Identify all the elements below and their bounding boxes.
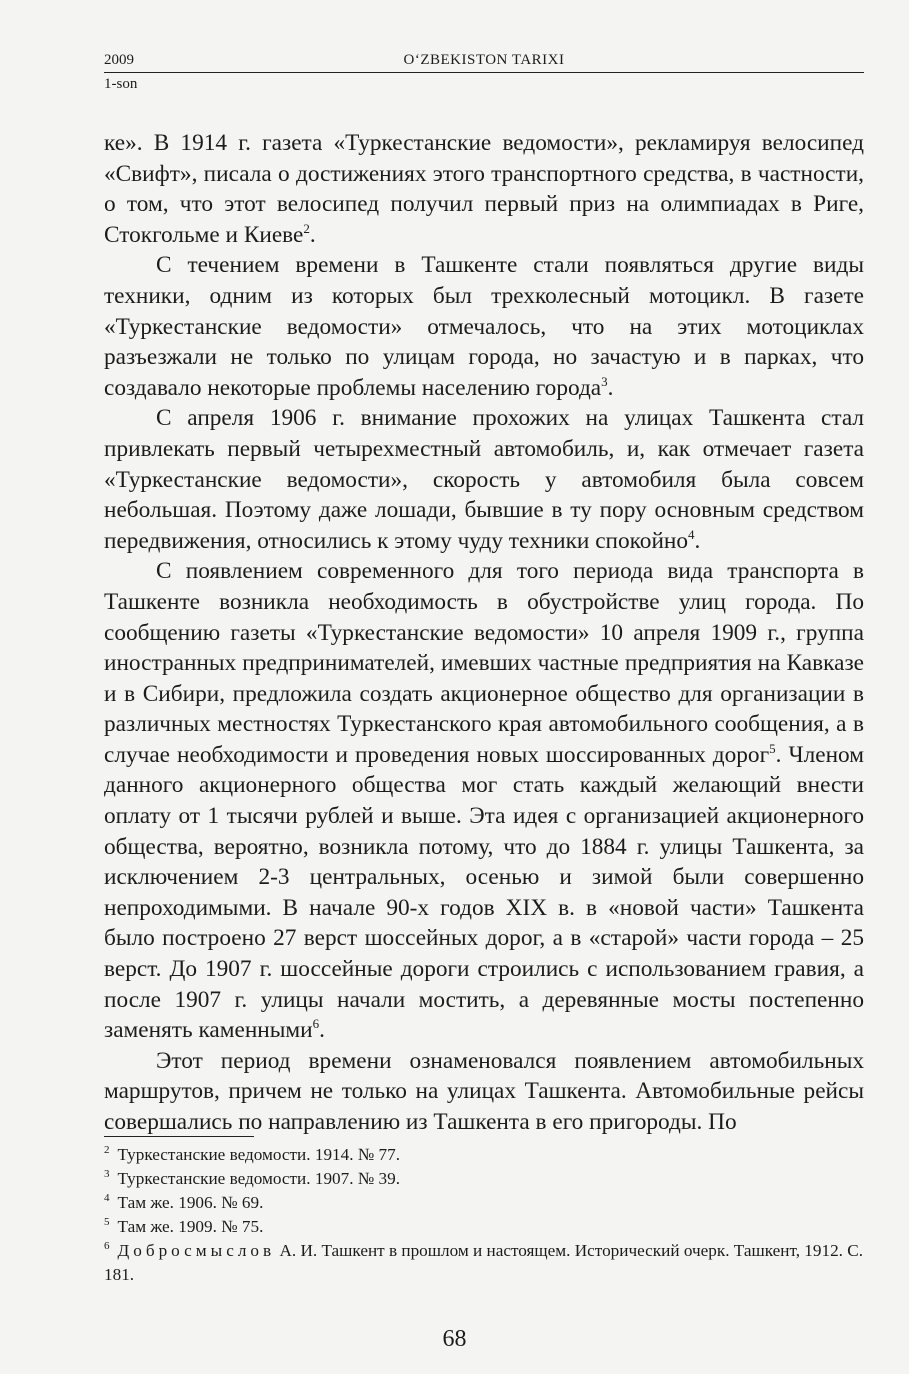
header-year: 2009 xyxy=(104,52,134,68)
paragraph-2: С течением времени в Ташкенте стали появляться другие виды техники, одним из которых был трехколесный мотоцикл. В газете «Туркестанские ведомости» отмечалось, что на этих мотоциклах разъезжали не только по улицам города, но зачастую и в парках, что создавало некоторые проблемы населению города$^3$. xyxy=(104,252,864,401)
main-text xyxy=(104,128,864,1138)
paragraph-3: С апреля 1906 г. внимание прохожих на улицах Ташкента стал привлекать первый четырехместный автомобиль, и, как отмечает газета «Туркестанские ведомости», скорость у автомобиля была совсем небольшая. Поэтому даже лошади, бывшие в ту пору основным средством передвижения, относились к этому чуду техники спокойно$^4$. xyxy=(104,405,864,554)
header-journal-title: O‘ZBEKISTON TARIXI xyxy=(403,52,565,68)
footnote-ref-5: 5 xyxy=(769,741,776,757)
footnote-4: $^4$ Там же. 1906. № 69. xyxy=(104,1192,264,1212)
running-head xyxy=(104,52,864,96)
footnote-ref-3: 3 xyxy=(601,373,608,389)
paragraph-1: ке». В 1914 г. газета «Туркестанские ведомости», рекламируя велосипед «Свифт», писала о достижениях этого транспортного средства, в частности, о том, что этот велосипед получил первый приз на олимпиадах в Риге, Стокгольме и Киеве$^2$. xyxy=(104,130,864,248)
header-rule xyxy=(104,72,864,73)
footnote-ref-4: 4 xyxy=(688,526,695,542)
footnotes xyxy=(104,1143,864,1287)
page-number: 68 xyxy=(442,1326,467,1352)
footnote-separator xyxy=(104,1136,254,1137)
paragraph-4: С появлением современного для того периода вида транспорта в Ташкенте возникла необходимость в обустройстве улиц города. По сообщению газеты «Туркестанские ведомости» 10 апреля 1909 г., группа иностранных предпринимателей, имевших частные предприятия на Кавказе и в Сибири, предложила создать акционерное общество для организации в различных местностях Туркестанского края автомобильного сообщения, а в случае необходимости и проведения новых шоссированных дорог$^5$. Членом данного акционерного общества мог стать каждый желающий внести оплату от 1 тысячи рублей и выше. Эта идея с организацией акционерного общества, вероятно, возникла потому, что до 1884 г. улицы Ташкента, за исключением 2-3 центральных, осенью и зимой были совершенно непроходимыми. В начале 90-х годов XIX в. в «новой части» Ташкента было построено 27 верст шоссейных дорог, а в «старой» части города – 25 верст. До 1907 г. шоссейные дороги строились с использованием гравия, а после 1907 г. улицы начали мостить, а деревянные мосты постепенно заменять каменными$^6$. xyxy=(104,558,864,1044)
footnote-3: $^3$ Туркестанские ведомости. 1907. № 39. xyxy=(104,1168,400,1188)
footnote-5: $^5$ Там же. 1909. № 75. xyxy=(104,1216,264,1236)
paragraph-5: Этот период времени ознаменовался появлением автомобильных маршрутов, причем не только на улицах Ташкента. Автомобильные рейсы совершались по направлению из Ташкента в его пригороды. По xyxy=(104,1047,864,1135)
footnote-6-author: Добросмыслов xyxy=(117,1241,276,1260)
footnote-6: $^6$ Добросмыслов А. И. Ташкент в прошлом и настоящем. Исторический очерк. Ташкент, 1912. С. 181. xyxy=(104,1240,864,1284)
footnote-ref-6: 6 xyxy=(312,1016,320,1032)
header-issue: 1-son xyxy=(104,76,138,92)
footnote-2: $^2$ Туркестанские ведомости. 1914. № 77. xyxy=(104,1144,400,1164)
footnote-ref-2: 2 xyxy=(303,221,310,237)
